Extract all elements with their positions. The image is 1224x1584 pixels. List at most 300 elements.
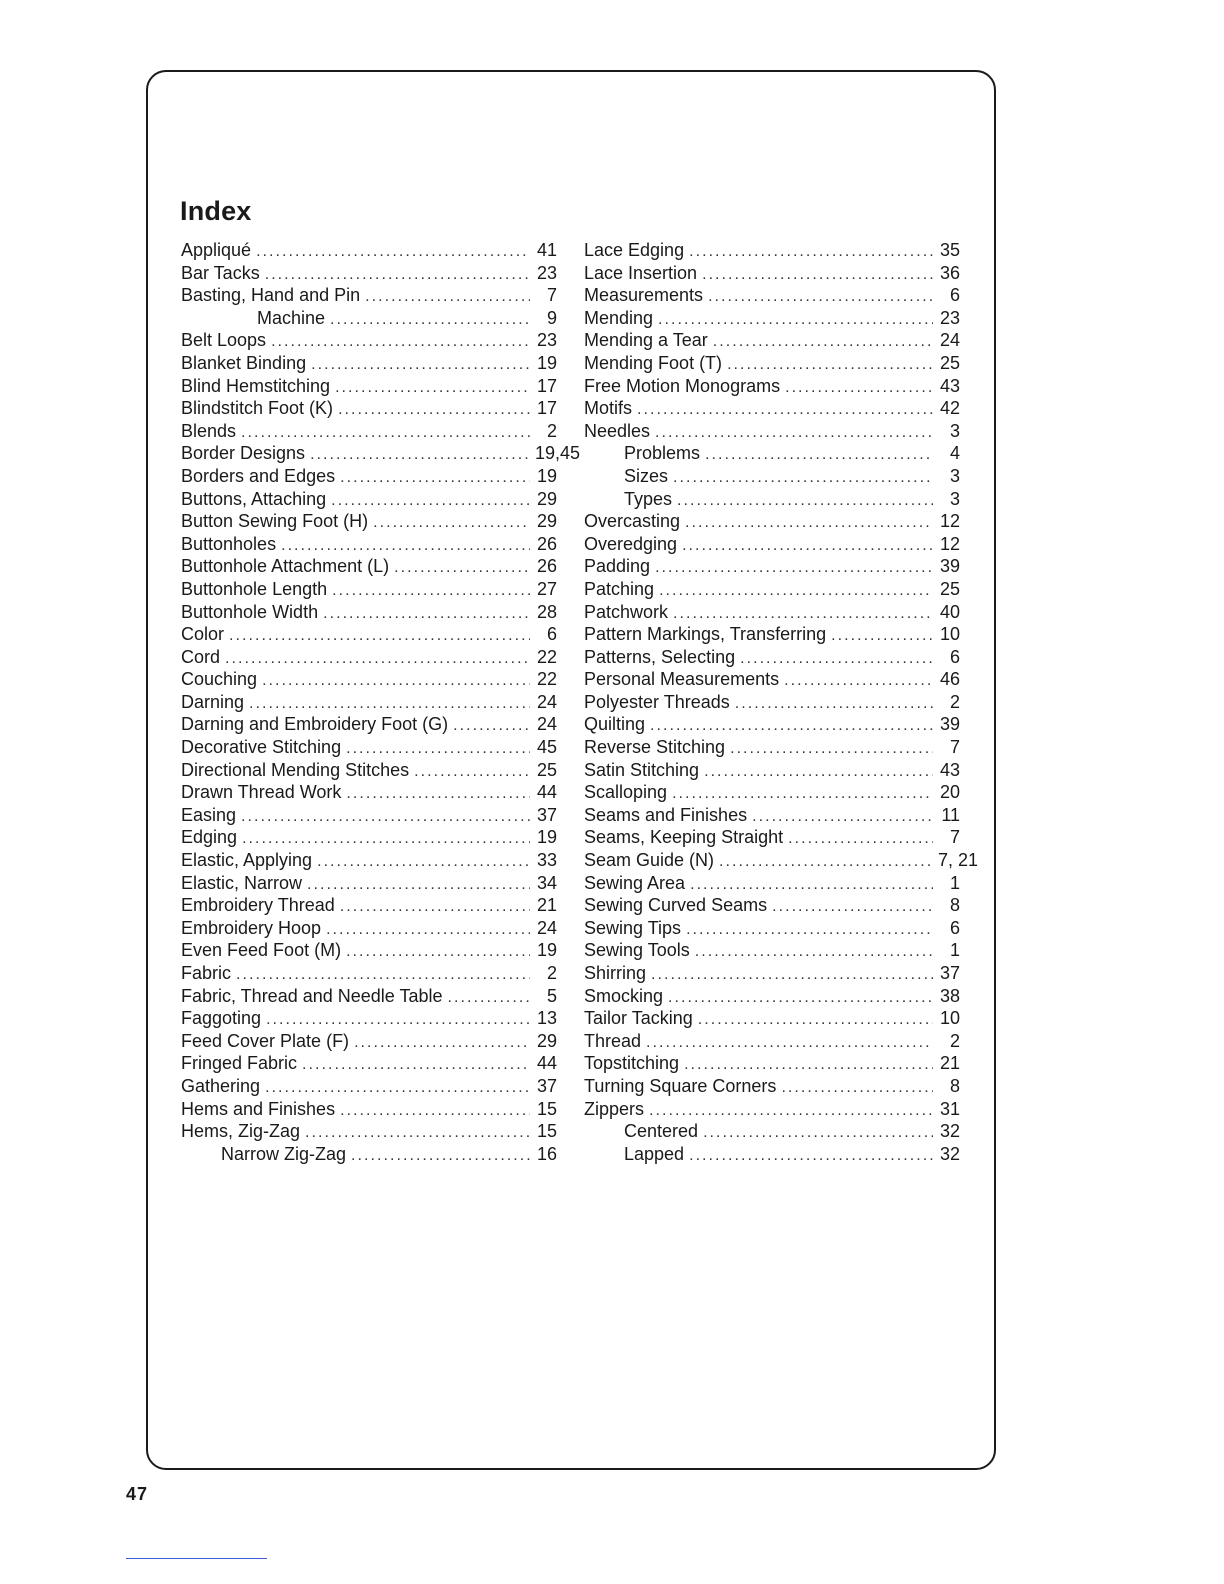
index-page-ref: 3 <box>949 420 960 441</box>
index-term: Darning and Embroidery Foot (G) <box>181 714 449 735</box>
index-entry <box>181 826 557 849</box>
dot-leader <box>448 987 530 1010</box>
index-term: Seam Guide (N) <box>584 850 715 871</box>
index-page-ref: 6 <box>949 917 960 938</box>
index-term: Scalloping <box>584 782 668 803</box>
index-entry <box>584 781 960 804</box>
index-term: Lace Insertion <box>584 262 698 283</box>
dot-leader <box>262 670 530 693</box>
index-page-ref: 21 <box>536 895 557 916</box>
index-page-ref: 25 <box>939 352 960 373</box>
index-page-ref: 22 <box>536 669 557 690</box>
index-page-ref: 33 <box>536 850 557 871</box>
index-entry <box>181 894 557 917</box>
dot-leader <box>265 1077 530 1100</box>
index-entry <box>181 442 581 465</box>
index-page-ref: 2 <box>949 1030 960 1051</box>
index-term: Bar Tacks <box>181 262 260 283</box>
dot-leader <box>646 1032 933 1055</box>
dot-leader <box>340 1100 530 1123</box>
dot-leader <box>338 399 530 422</box>
index-page-ref: 35 <box>939 240 960 260</box>
dot-leader <box>705 444 933 467</box>
index-term: Decorative Stitching <box>181 737 342 758</box>
index-entry <box>584 601 960 624</box>
dot-leader <box>229 625 530 648</box>
index-page-ref: 26 <box>536 556 557 577</box>
index-term: Thread <box>584 1030 642 1051</box>
index-page-ref: 19 <box>536 465 557 486</box>
index-page-ref: 22 <box>536 646 557 667</box>
index-entry <box>181 488 557 511</box>
index-entry <box>181 804 557 827</box>
index-term: Patching <box>584 578 655 599</box>
index-page-ref: 37 <box>536 804 557 825</box>
index-page-ref: 43 <box>939 759 960 780</box>
index-entry <box>584 465 960 488</box>
index-page-ref: 6 <box>546 624 557 645</box>
dot-leader <box>330 309 530 332</box>
dot-leader <box>249 693 530 716</box>
index-page-ref: 7, 21 <box>938 850 979 871</box>
index-entry <box>584 262 960 285</box>
index-entry <box>181 533 557 556</box>
index-term: Quilting <box>584 714 646 735</box>
dot-leader <box>225 648 530 671</box>
index-entry <box>181 465 557 488</box>
index-entry <box>584 578 960 601</box>
dot-leader <box>236 964 530 987</box>
index-term: Embroidery Hoop <box>181 917 322 938</box>
dot-leader <box>307 874 530 897</box>
index-page-ref: 24 <box>536 691 557 712</box>
index-page-ref: 12 <box>939 533 960 554</box>
dot-leader <box>752 806 933 829</box>
index-page-ref: 25 <box>939 578 960 599</box>
index-page-ref: 27 <box>536 578 557 599</box>
index-page-ref: 13 <box>536 1008 557 1029</box>
index-term: Elastic, Applying <box>181 850 313 871</box>
dot-leader <box>740 648 933 671</box>
index-term: Blind Hemstitching <box>181 375 331 396</box>
index-page-ref: 19 <box>536 940 557 961</box>
index-term: Blindstitch Foot (K) <box>181 398 334 419</box>
index-entry <box>181 262 557 285</box>
index-page-ref: 29 <box>536 511 557 532</box>
index-entry <box>181 1007 557 1030</box>
index-term: Patchwork <box>584 601 669 622</box>
index-page-ref: 37 <box>939 963 960 983</box>
index-entry <box>181 352 557 375</box>
dot-leader <box>310 444 530 467</box>
index-entry <box>584 939 960 962</box>
index-page-ref: 31 <box>939 1098 960 1119</box>
dot-leader <box>453 715 530 738</box>
dot-leader <box>326 919 530 942</box>
dot-leader <box>266 1009 530 1032</box>
index-entry <box>181 420 557 443</box>
index-page-ref: 25 <box>536 759 557 780</box>
index-term: Basting, Hand and Pin <box>181 285 361 306</box>
index-entry <box>181 781 557 804</box>
index-page-ref: 17 <box>536 398 557 419</box>
index-term: Edging <box>181 827 238 848</box>
index-page-ref: 10 <box>939 624 960 645</box>
index-term: Drawn Thread Work <box>181 782 342 803</box>
dot-leader <box>689 241 933 264</box>
index-entry <box>181 397 557 420</box>
index-term: Buttonhole Length <box>181 578 328 599</box>
index-page-ref: 39 <box>939 556 960 577</box>
index-entry <box>584 442 960 465</box>
index-page-ref: 23 <box>939 307 960 328</box>
index-term: Smocking <box>584 985 664 1006</box>
dot-leader <box>719 851 933 874</box>
dot-leader <box>340 467 530 490</box>
index-entry <box>584 1007 960 1030</box>
index-entry <box>584 555 960 578</box>
index-term: Seams, Keeping Straight <box>584 827 784 848</box>
index-entry <box>584 1098 960 1121</box>
dot-leader <box>788 828 933 851</box>
index-term: Fabric <box>181 963 232 983</box>
index-term: Embroidery Thread <box>181 895 335 916</box>
index-term: Shirring <box>584 963 647 983</box>
index-entry <box>181 601 557 624</box>
index-entry <box>181 623 557 646</box>
index-page-ref: 7 <box>949 827 960 848</box>
dot-leader <box>323 603 530 626</box>
dot-leader <box>685 512 933 535</box>
index-page-ref: 15 <box>536 1121 557 1142</box>
index-page-ref: 44 <box>536 1053 557 1074</box>
index-entry <box>181 1143 557 1166</box>
index-entry <box>584 488 960 511</box>
index-page-ref: 2 <box>546 963 557 983</box>
index-page-ref: 46 <box>939 669 960 690</box>
dot-leader <box>703 1122 933 1145</box>
index-term: Mending Foot (T) <box>584 352 723 373</box>
index-term: Sewing Tools <box>584 940 690 961</box>
index-entry <box>584 1030 960 1053</box>
index-page-ref: 29 <box>536 1030 557 1051</box>
footer-link-line <box>126 1558 267 1559</box>
dot-leader <box>677 490 933 513</box>
index-entry <box>584 1052 960 1075</box>
index-entry <box>584 420 960 443</box>
dot-leader <box>727 354 933 377</box>
index-term: Padding <box>584 556 651 577</box>
index-page-ref: 16 <box>536 1143 557 1164</box>
index-entry <box>181 985 557 1008</box>
index-entry <box>181 1030 557 1053</box>
index-entry <box>584 713 960 736</box>
index-term: Even Feed Foot (M) <box>181 940 342 961</box>
dot-leader <box>256 241 530 264</box>
index-page-ref: 11 <box>941 804 960 825</box>
index-term: Topstitching <box>584 1053 680 1074</box>
index-page-ref: 19 <box>536 352 557 373</box>
index-term: Narrow Zig-Zag <box>221 1143 347 1164</box>
index-page-ref: 21 <box>939 1053 960 1074</box>
dot-leader <box>241 422 530 445</box>
dot-leader <box>672 783 933 806</box>
index-entry <box>181 375 557 398</box>
index-term: Turning Square Corners <box>584 1075 777 1096</box>
dot-leader <box>242 828 530 851</box>
index-entry <box>584 691 960 714</box>
index-entry <box>181 239 557 262</box>
dot-leader <box>784 670 933 693</box>
index-entry <box>181 917 557 940</box>
index-term: Sewing Tips <box>584 917 682 938</box>
dot-leader <box>698 1009 933 1032</box>
index-term: Couching <box>181 669 258 690</box>
index-page-ref: 24 <box>939 330 960 351</box>
index-page-ref: 8 <box>949 895 960 916</box>
index-term: Mending <box>584 307 654 328</box>
index-page-ref: 10 <box>939 1008 960 1029</box>
index-entry <box>584 623 960 646</box>
dot-leader <box>682 535 933 558</box>
index-entry <box>584 1120 960 1143</box>
dot-leader <box>831 625 933 648</box>
dot-leader <box>673 467 933 490</box>
index-term: Faggoting <box>181 1008 262 1029</box>
index-term: Belt Loops <box>181 330 267 351</box>
index-entry <box>584 533 960 556</box>
dot-leader <box>658 309 933 332</box>
dot-leader <box>346 783 530 806</box>
dot-leader <box>346 941 530 964</box>
dot-leader <box>414 761 530 784</box>
dot-leader <box>340 896 530 919</box>
dot-leader <box>265 264 530 287</box>
index-page-ref: 3 <box>949 488 960 509</box>
dot-leader <box>302 1054 530 1077</box>
index-page-ref: 3 <box>949 465 960 486</box>
index-page-ref: 6 <box>949 646 960 667</box>
index-entry <box>181 872 557 895</box>
index-term: Lace Edging <box>584 240 685 260</box>
index-entry <box>584 872 960 895</box>
index-entry <box>181 307 557 330</box>
dot-leader <box>649 1100 933 1123</box>
index-page-ref: 23 <box>536 262 557 283</box>
index-term: Mending a Tear <box>584 330 708 351</box>
index-entry <box>584 352 960 375</box>
index-term: Darning <box>181 691 245 712</box>
index-term: Overcasting <box>584 511 681 532</box>
index-term: Zippers <box>584 1098 645 1119</box>
index-term: Directional Mending Stitches <box>181 759 410 780</box>
index-term: Buttons, Attaching <box>181 488 327 509</box>
index-page-ref: 17 <box>536 375 557 396</box>
index-page-ref: 44 <box>536 782 557 803</box>
index-page-ref: 20 <box>939 782 960 803</box>
index-term: Overedging <box>584 533 678 554</box>
index-term: Fringed Fabric <box>181 1053 298 1074</box>
page-number: 47 <box>126 1484 149 1504</box>
index-entry <box>584 804 960 827</box>
index-entry <box>584 1075 960 1098</box>
index-entry <box>181 1075 557 1098</box>
index-term: Polyester Threads <box>584 691 730 712</box>
index-page-ref: 4 <box>949 443 960 464</box>
index-term: Lapped <box>624 1143 685 1164</box>
dot-leader <box>673 603 933 626</box>
dot-leader <box>394 557 530 580</box>
index-entry <box>181 759 557 782</box>
dot-leader <box>317 851 530 874</box>
index-term: Appliqué <box>181 240 252 260</box>
index-page-ref: 39 <box>939 714 960 735</box>
index-term: Blanket Binding <box>181 352 307 373</box>
index-page-ref: 37 <box>536 1075 557 1096</box>
dot-leader <box>702 264 933 287</box>
index-page-ref: 2 <box>546 420 557 441</box>
index-page-ref: 8 <box>949 1075 960 1096</box>
index-page-ref: 1 <box>949 940 960 961</box>
index-term: Color <box>181 624 225 645</box>
dot-leader <box>651 964 933 987</box>
index-term: Button Sewing Foot (H) <box>181 511 369 532</box>
dot-leader <box>708 286 933 309</box>
index-term: Seams and Finishes <box>584 804 748 825</box>
dot-leader <box>713 331 933 354</box>
index-entry <box>181 691 557 714</box>
index-entry <box>181 578 557 601</box>
index-page-ref: 41 <box>536 240 557 260</box>
dot-leader <box>281 535 530 558</box>
index-entry <box>181 555 557 578</box>
index-entry <box>584 849 979 872</box>
index-term: Personal Measurements <box>584 669 780 690</box>
index-term: Sewing Area <box>584 872 686 893</box>
index-entry <box>584 917 960 940</box>
index-entry <box>584 826 960 849</box>
index-entry <box>181 1120 557 1143</box>
index-term: Tailor Tacking <box>584 1008 693 1029</box>
index-term: Sewing Curved Seams <box>584 895 768 916</box>
index-entry <box>181 713 557 736</box>
index-entry <box>584 239 960 262</box>
index-page-ref: 12 <box>939 511 960 532</box>
dot-leader <box>655 422 933 445</box>
index-page-ref: 5 <box>546 985 557 1006</box>
index-term: Hems and Finishes <box>181 1098 336 1119</box>
index-entry <box>584 894 960 917</box>
index-page-ref: 28 <box>536 601 557 622</box>
index-page-ref: 26 <box>536 533 557 554</box>
dot-leader <box>735 693 933 716</box>
dot-leader <box>684 1054 933 1077</box>
index-entry <box>181 668 557 691</box>
index-page-ref: 7 <box>546 285 557 306</box>
dot-leader <box>346 738 530 761</box>
index-page-ref: 36 <box>939 262 960 283</box>
index-term: Feed Cover Plate (F) <box>181 1030 350 1051</box>
index-entry <box>584 397 960 420</box>
dot-leader <box>689 1145 933 1168</box>
index-entry <box>584 668 960 691</box>
dot-leader <box>365 286 530 309</box>
index-page-ref: 40 <box>939 601 960 622</box>
index-term: Cord <box>181 646 221 667</box>
index-term: Fabric, Thread and Needle Table <box>181 985 443 1006</box>
index-term: Buttonhole Attachment (L) <box>181 556 390 577</box>
dot-leader <box>241 806 530 829</box>
dot-leader <box>695 941 933 964</box>
dot-leader <box>332 580 530 603</box>
index-term: Sizes <box>624 465 669 486</box>
index-term: Satin Stitching <box>584 759 700 780</box>
index-entry <box>584 985 960 1008</box>
dot-leader <box>659 580 933 603</box>
dot-leader <box>704 761 933 784</box>
dot-leader <box>351 1145 530 1168</box>
index-page-ref: 32 <box>939 1143 960 1164</box>
index-term: Buttonhole Width <box>181 601 319 622</box>
index-page-ref: 1 <box>949 872 960 893</box>
index-page-ref: 23 <box>536 330 557 351</box>
dot-leader <box>637 399 933 422</box>
dot-leader <box>668 987 933 1010</box>
index-term: Elastic, Narrow <box>181 872 303 893</box>
index-entry <box>181 329 557 352</box>
index-term: Easing <box>181 804 237 825</box>
index-page-ref: 19,45 <box>535 443 581 464</box>
dot-leader <box>730 738 933 761</box>
index-page-ref: 24 <box>536 714 557 735</box>
index-entry <box>181 646 557 669</box>
index-entry <box>181 939 557 962</box>
dot-leader <box>781 1077 933 1100</box>
index-entry <box>181 849 557 872</box>
index-term: Pattern Markings, Transferring <box>584 624 827 645</box>
dot-leader <box>311 354 530 377</box>
dot-leader <box>354 1032 530 1055</box>
dot-leader <box>271 331 530 354</box>
index-term: Border Designs <box>181 443 306 464</box>
dot-leader <box>655 557 933 580</box>
index-term: Types <box>624 488 673 509</box>
index-term: Blends <box>181 420 237 441</box>
index-entry <box>181 962 557 985</box>
index-term: Machine <box>257 307 326 328</box>
index-page-ref: 43 <box>939 375 960 396</box>
index-page-ref: 15 <box>536 1098 557 1119</box>
index-page-ref: 6 <box>949 285 960 306</box>
dot-leader <box>373 512 530 535</box>
dot-leader <box>650 715 933 738</box>
index-term: Buttonholes <box>181 533 277 554</box>
dot-leader <box>690 874 933 897</box>
index-term: Borders and Edges <box>181 465 336 486</box>
index-column-left <box>181 239 581 1165</box>
index-term: Measurements <box>584 285 704 306</box>
index-entry <box>181 1052 557 1075</box>
dot-leader <box>335 377 530 400</box>
index-page-ref: 34 <box>536 872 557 893</box>
index-term: Centered <box>624 1121 699 1142</box>
index-term: Hems, Zig-Zag <box>181 1121 301 1142</box>
index-page-ref: 32 <box>939 1121 960 1142</box>
index-entry <box>181 736 557 759</box>
dot-leader <box>772 896 933 919</box>
index-term: Free Motion Monograms <box>584 375 781 396</box>
dot-leader <box>785 377 933 400</box>
